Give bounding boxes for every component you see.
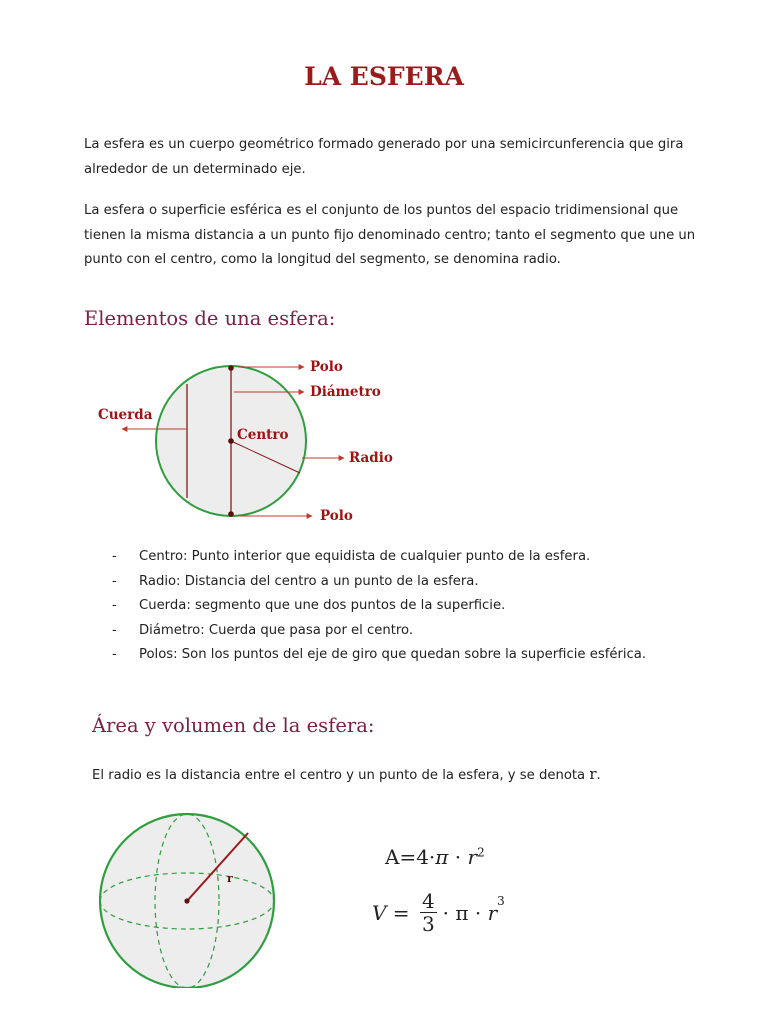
label-radio: Radio: [349, 450, 393, 466]
elements-list: [112, 545, 646, 668]
list-item: [112, 545, 646, 570]
list-item-text: Diámetro: Cuerda que pasa por el centro.: [139, 622, 414, 638]
list-item: [112, 619, 646, 644]
pole-top-point: [228, 365, 234, 371]
volume-formula-eq: =: [386, 900, 416, 925]
list-item: [112, 643, 646, 668]
label-diametro: Diámetro: [310, 384, 381, 400]
elements-heading: Elementos de una esfera:: [84, 307, 336, 330]
area-formula-pi: π: [435, 845, 449, 869]
bullet-dash: -: [112, 549, 117, 564]
volume-formula-denominator: 3: [421, 912, 435, 936]
area-formula-dot: ·: [448, 845, 468, 869]
pole-bottom-point: [228, 511, 234, 517]
bullet-dash: -: [112, 622, 117, 638]
area-formula-exp: 2: [477, 845, 485, 860]
volume-formula-exp: 3: [497, 894, 505, 908]
volume-formula-lhs: V: [372, 900, 387, 925]
sphere-elements-diagram: [88, 350, 408, 532]
list-item: [112, 570, 646, 595]
area-formula: [385, 845, 485, 869]
list-item-text: Radio: Distancia del centro a un punto de la esfera.: [139, 573, 479, 589]
area-formula-lhs: A=4·: [385, 845, 436, 869]
label-cuerda: Cuerda: [98, 407, 153, 423]
volume-formula-rest: · π ·: [442, 900, 488, 925]
bullet-dash: -: [112, 647, 117, 662]
volume-formula-numerator: 4: [421, 889, 435, 913]
volume-formula-fraction: [420, 890, 437, 935]
intro-paragraph-2: La esfera o superficie esférica es el conjunto de los puntos del espacio tridimensional que tienen la misma distancia a un punto fijo denominado centro; tanto el segmento que une un punto con el centro, como la longitud del segmento, se denomina radio.: [84, 203, 696, 267]
bullet-dash: -: [112, 598, 117, 613]
list-item: [112, 594, 646, 619]
page-title: LA ESFERA: [304, 62, 464, 91]
list-item-text: Centro: Punto interior que equidista de cualquier punto de la esfera.: [139, 549, 591, 564]
area-volume-heading: Área y volumen de la esfera:: [92, 714, 375, 737]
label-polo-top: Polo: [310, 359, 343, 375]
radius-symbol: r: [589, 765, 597, 783]
area-formula-var: r: [467, 845, 478, 869]
volume-formula: [372, 890, 505, 935]
radius-notation-period: .: [596, 768, 601, 783]
label-centro: Centro: [237, 427, 289, 443]
center-point: [184, 898, 189, 903]
center-point: [228, 438, 234, 444]
bullet-dash: -: [112, 573, 117, 589]
list-item-text: Cuerda: segmento que une dos puntos de la superficie.: [139, 598, 506, 613]
intro-paragraph-1: La esfera es un cuerpo geométrico formado generado por una semicircunferencia que gira alrededor de un determinado eje.: [84, 137, 684, 177]
label-polo-bottom: Polo: [320, 508, 353, 524]
radius-notation-sentence: El radio es la distancia entre el centro y un punto de la esfera, y se denota: [92, 768, 590, 783]
list-item-text: Polos: Son los puntos del eje de giro que quedan sobre la superficie esférica.: [139, 647, 647, 662]
radius-label: r: [227, 872, 233, 885]
radius-notation-text: [92, 762, 712, 789]
sphere-3d-illustration: [88, 808, 288, 988]
volume-formula-var: r: [487, 900, 498, 925]
